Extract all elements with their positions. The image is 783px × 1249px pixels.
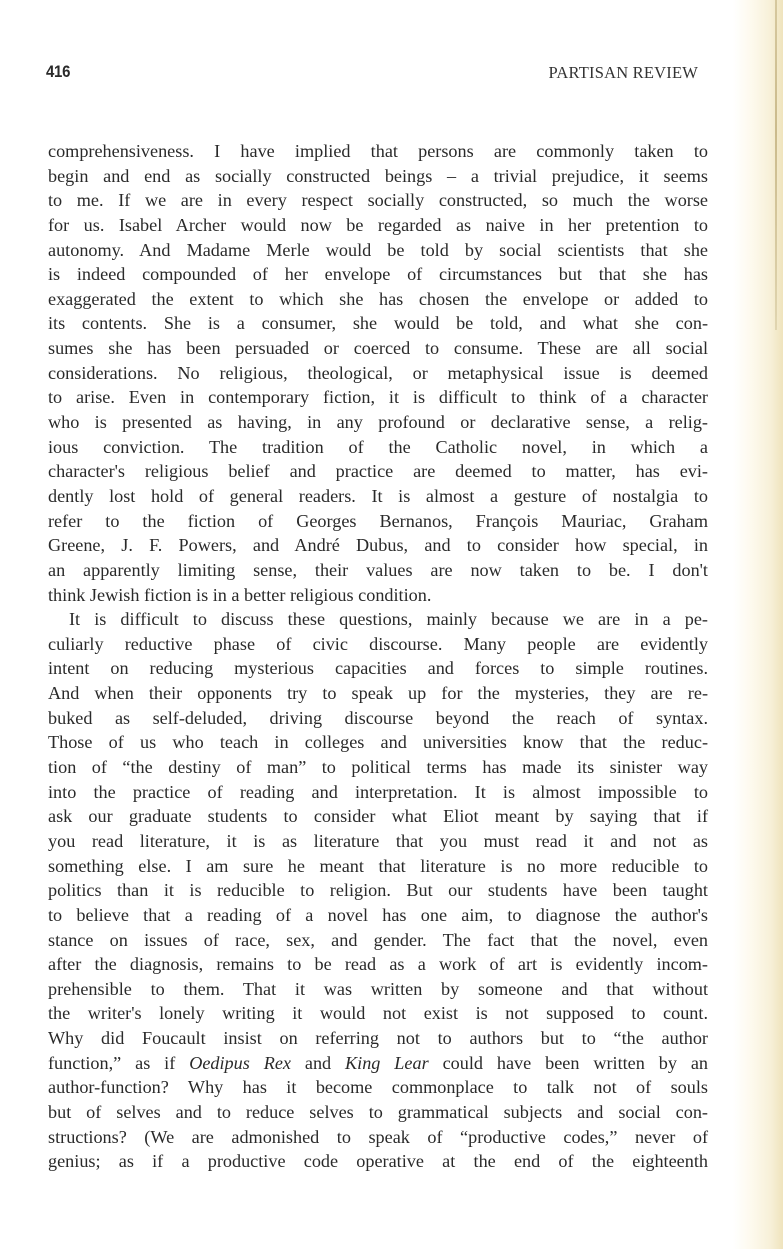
text-line: comprehensiveness. I have implied that persons are commonly taken to [48,141,708,161]
text-line: autonomy. And Madame Merle would be told by social scientists that she [48,239,708,260]
text-line: structions? (We are admonished to speak of “productive codes,” never of [48,1126,708,1147]
text-line: dently lost hold of general readers. It is almost a gesture of nostalgia to [48,485,708,506]
text-line: who is presented as having, in any profound or declarative sense, a relig- [48,412,708,433]
text-line: intent on reducing mysterious capacities and forces to simple routines. [48,658,708,679]
text-line: to believe that a reading of a novel has one aim, to diagnose the author's [48,904,708,925]
text-line: exaggerated the extent to which she has chosen the envelope or added to [48,288,708,309]
text-line: politics than it is reducible to religion. But our students have been taught [48,880,708,901]
text-line: ious conviction. The tradition of the Catholic novel, in which a [48,436,708,457]
body-text [48,139,708,1174]
text-line-with-titles [48,1051,708,1076]
italic-title-oedipus-rex: Oedipus Rex [189,1052,291,1073]
text-line: for us. Isabel Archer would now be regarded as naive in her pretention to [48,214,708,235]
text-line: an apparently limiting sense, their values are now taken to be. I don't [48,559,708,580]
text-line: ask our graduate students to consider what Eliot meant by saying that if [48,806,708,827]
text-line: to me. If we are in every respect socially constructed, so much the worse [48,190,708,211]
text-line: but of selves and to reduce selves to grammatical subjects and social con- [48,1101,708,1122]
running-head [46,62,698,88]
text-line: its contents. She is a consumer, she would be told, and what she con- [48,313,708,334]
text-line: after the diagnosis, remains to be read as a work of art is evidently incom- [48,954,708,975]
text-line: And when their opponents try to speak up for the mysteries, they are re- [48,683,708,704]
paragraph-2 [48,607,708,1174]
binding-edge-line [775,0,777,330]
text-line: Why did Foucault insist on referring not to authors but to “the author [48,1028,708,1049]
paragraph-1 [48,139,708,607]
text-line: Greene, J. F. Powers, and André Dubus, and to consider how special, in [48,535,708,556]
text-line: you read literature, it is as literature that you must read it and not as [48,830,708,851]
text-line: stance on issues of race, sex, and gender. The fact that the novel, even [48,929,708,950]
text-fragment: and [290,1052,346,1073]
text-line: the writer's lonely writing it would not exist is not supposed to count. [48,1003,708,1024]
text-line: buked as self-deluded, driving discourse beyond the reach of syntax. [48,707,708,728]
text-line: It is difficult to discuss these questions, mainly because we are in a pe- [69,609,708,630]
text-line: sumes she has been persuaded or coerced to consume. These are all social [48,338,708,359]
text-line: prehensible to them. That it was written by someone and that without [48,978,708,999]
text-line: begin and end as socially constructed beings – a trivial prejudice, it seems [48,165,708,186]
text-fragment: could have been written by an [428,1052,709,1073]
text-line: is indeed compounded of her envelope of circumstances but that she has [48,264,708,285]
text-line: culiarly reductive phase of civic discourse. Many people are evidently [48,633,708,654]
text-line: Those of us who teach in colleges and universities know that the reduc- [48,732,708,753]
text-fragment: function,” as if [48,1052,190,1073]
text-line: something else. I am sure he meant that literature is no more reducible to [48,855,708,876]
text-line: to arise. Even in contemporary fiction, it is difficult to think of a character [48,387,708,408]
text-line: character's religious belief and practice are deemed to matter, has evi- [48,461,708,482]
text-line: refer to the fiction of Georges Bernanos, François Mauriac, Graham [48,510,708,531]
text-line: into the practice of reading and interpretation. It is almost impossible to [48,781,708,802]
text-line: considerations. No religious, theological, or metaphysical issue is deemed [48,362,708,383]
text-line: tion of “the destiny of man” to political terms has made its sinister way [48,757,708,778]
text-line: author-function? Why has it become commonplace to talk not of souls [48,1077,708,1098]
italic-title-king-lear: King Lear [345,1052,429,1073]
text-line: think Jewish fiction is in a better religious condition. [48,584,432,605]
page-edge-shadow [733,0,783,1249]
journal-title: PARTISAN REVIEW [548,63,698,82]
page-number: 416 [46,62,71,81]
text-line: genius; as if a productive code operative at the end of the eighteenth [48,1151,708,1172]
